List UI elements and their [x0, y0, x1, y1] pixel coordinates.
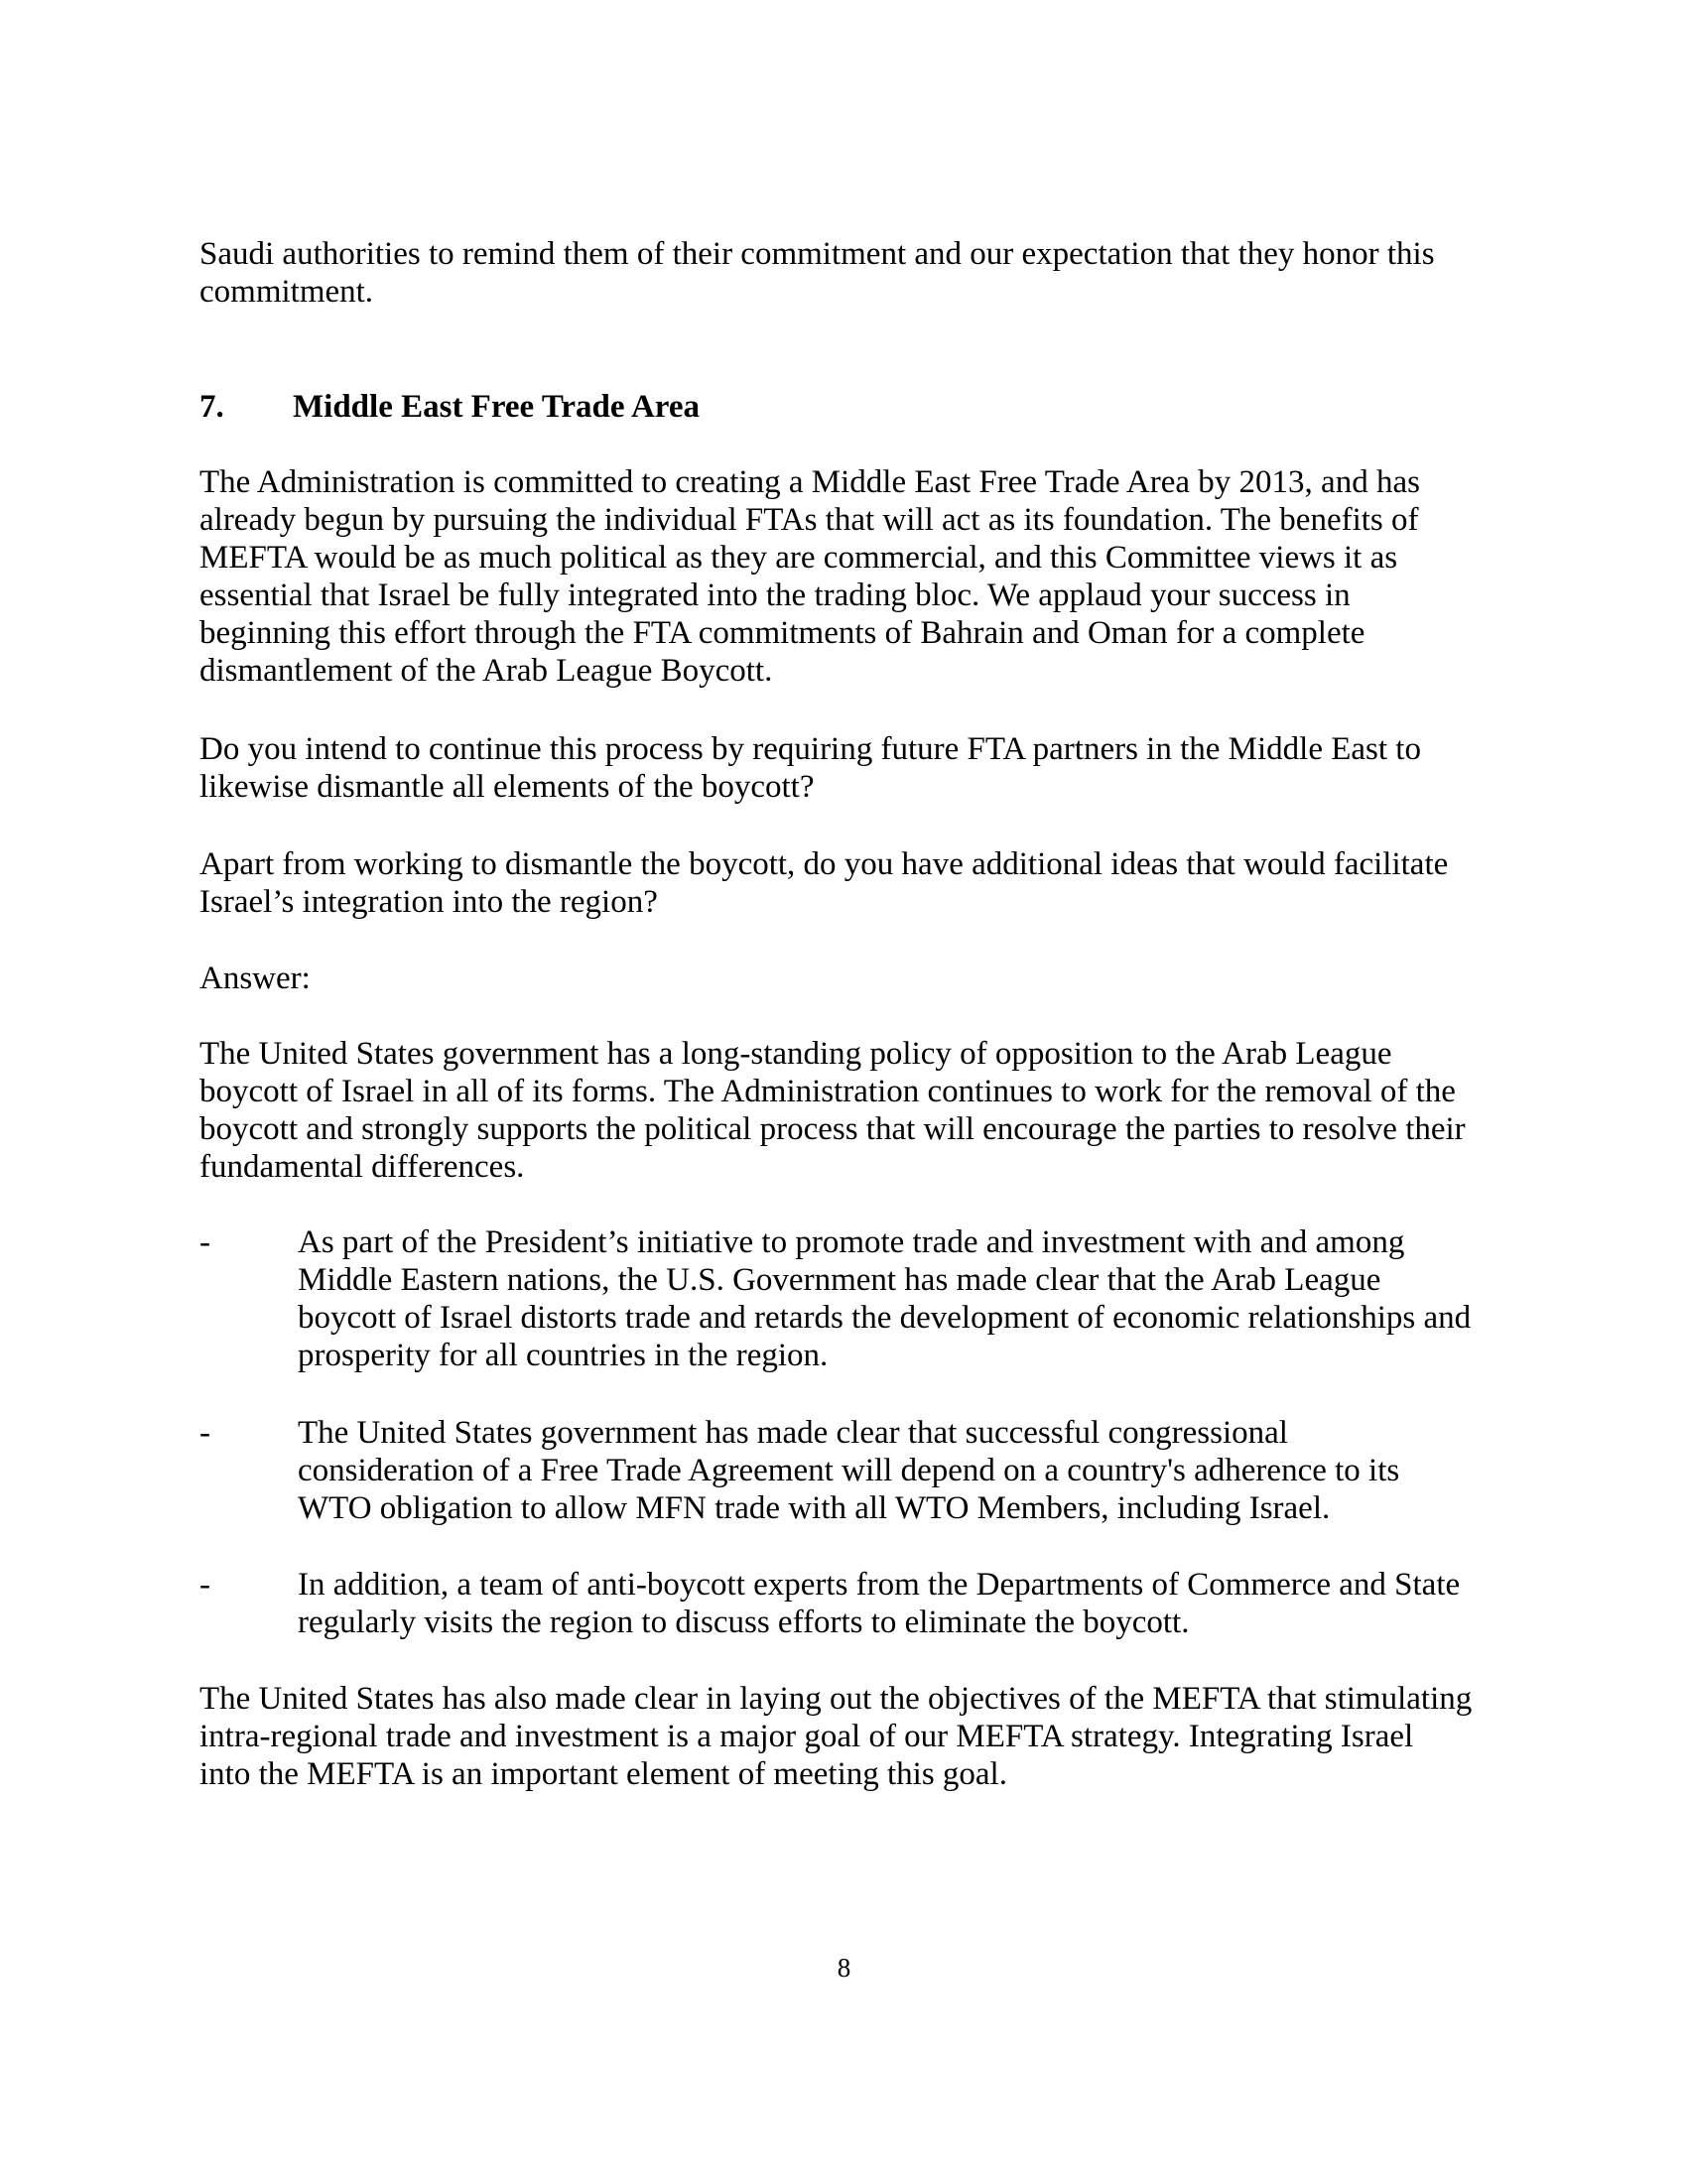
bullet-text	[298, 1223, 1471, 1374]
text-line: fundamental differences.	[199, 1149, 525, 1185]
text-line: boycott of Israel in all of its forms. The Administration continues to work for the removal of the	[199, 1074, 1456, 1109]
text-line: In addition, a team of anti-boycott experts from the Departments of Commerce and State	[298, 1567, 1461, 1603]
bullet-text	[298, 1566, 1460, 1641]
text-line: already begun by pursuing the individual FTAs that will act as its foundation. The benefits of	[199, 502, 1419, 538]
section-title: Middle East Free Trade Area	[293, 389, 701, 425]
page-number: 8	[837, 1953, 851, 1983]
text-line: into the MEFTA is an important element of meeting this goal.	[199, 1756, 1007, 1792]
text-line: WTO obligation to allow MFN trade with all WTO Members, including Israel.	[298, 1490, 1331, 1526]
text-line: The United States government has a long-standing policy of opposition to the Arab League	[199, 1036, 1392, 1072]
continuation-paragraph	[199, 235, 1435, 311]
text-line: Israel’s integration into the region?	[199, 884, 658, 920]
question-paragraph-1	[199, 730, 1421, 806]
text-line: regularly visits the region to discuss efforts to eliminate the boycott.	[298, 1605, 1190, 1640]
text-line: As part of the President’s initiative to promote trade and investment with and among	[298, 1224, 1405, 1260]
text-line: boycott and strongly supports the political process that will encourage the parties to resolve their	[199, 1111, 1466, 1147]
text-line: boycott of Israel distorts trade and retards the development of economic relationships and	[298, 1300, 1472, 1336]
text-line: likewise dismantle all elements of the boycott?	[199, 769, 815, 805]
text-line: consideration of a Free Trade Agreement will depend on a country's adherence to its	[298, 1453, 1400, 1488]
closing-paragraph	[199, 1680, 1472, 1793]
bullet-dash: -	[199, 1224, 210, 1260]
text-line: essential that Israel be fully integrated into the trading bloc. We applaud your success in	[199, 578, 1351, 613]
text-line: commitment.	[199, 274, 374, 310]
text-line: Saudi authorities to remind them of their commitment and our expectation that they honor this	[199, 236, 1435, 272]
answer-intro-paragraph	[199, 1035, 1466, 1186]
text-line: The United States government has made clear that successful congressional	[298, 1415, 1288, 1451]
text-line: prosperity for all countries in the region.	[298, 1338, 829, 1373]
text-line: intra-regional trade and investment is a major goal of our MEFTA strategy. Integrating Israel	[199, 1719, 1414, 1754]
text-line: dismantlement of the Arab League Boycott.	[199, 653, 773, 689]
text-line: Apart from working to dismantle the boycott, do you have additional ideas that would facilitate	[199, 846, 1449, 882]
text-line: Do you intend to continue this process by requiring future FTA partners in the Middle East to	[199, 731, 1421, 767]
text-line: The United States has also made clear in laying out the objectives of the MEFTA that stimulating	[199, 1681, 1473, 1717]
bullet-text	[298, 1414, 1399, 1527]
intro-paragraph	[199, 463, 1420, 690]
text-line: Answer:	[199, 961, 311, 996]
text-line: MEFTA would be as much political as they are commercial, and this Committee views it as	[199, 540, 1398, 576]
section-heading	[199, 388, 700, 426]
text-line: Middle Eastern nations, the U.S. Government has made clear that the Arab League	[298, 1262, 1381, 1298]
section-number: 7.	[199, 389, 224, 425]
text-line: beginning this effort through the FTA commitments of Bahrain and Oman for a complete	[199, 615, 1365, 651]
text-line: The Administration is committed to creating a Middle East Free Trade Area by 2013, and has	[199, 464, 1420, 500]
answer-label	[199, 960, 311, 997]
bullet-dash: -	[199, 1567, 210, 1603]
bullet-dash: -	[199, 1415, 210, 1451]
question-paragraph-2	[199, 845, 1448, 921]
